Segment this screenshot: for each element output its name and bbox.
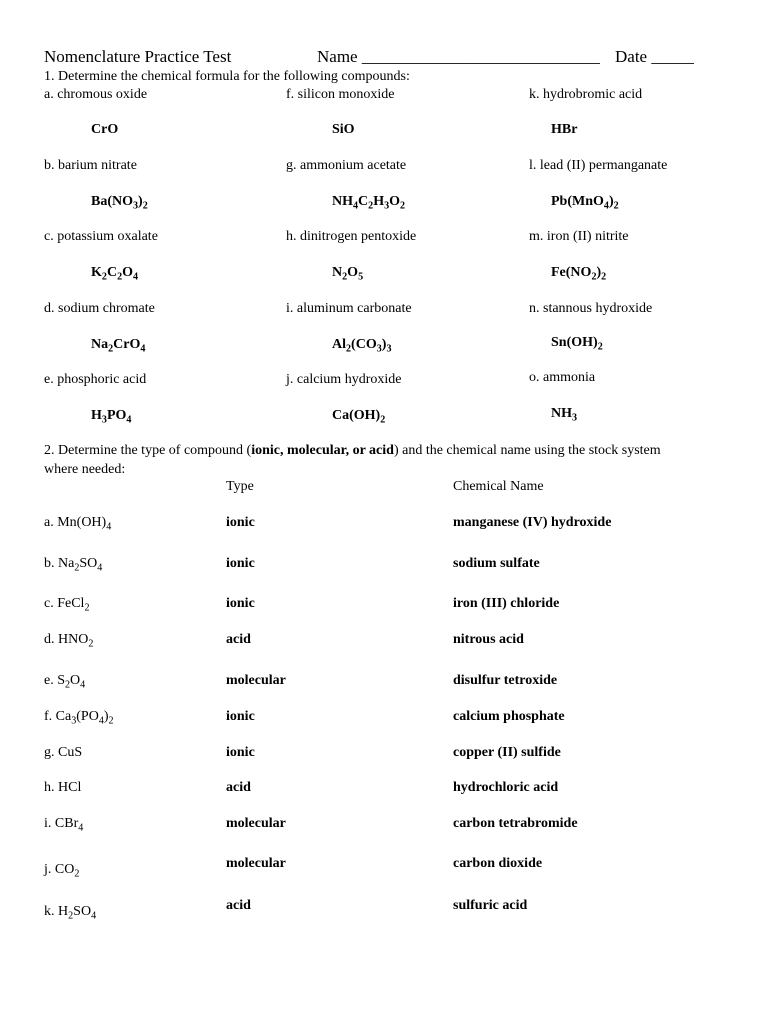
part2-instruction — [44, 443, 661, 459]
p1-item-g-label: g. ammonium acetate — [286, 158, 407, 173]
p2-row-g-name: copper (II) sulfide — [453, 745, 561, 760]
p1-item-i-label: i. aluminum carbonate — [286, 301, 412, 316]
part2-instruction-line2: where needed: — [44, 462, 126, 477]
p2-row-c-name: iron (III) chloride — [453, 596, 560, 611]
p1-item-h-label: h. dinitrogen pentoxide — [286, 229, 417, 244]
p2-row-c-type: ionic — [226, 596, 255, 611]
date-field-label: Date _____ — [615, 47, 694, 66]
page-title: Nomenclature Practice Test — [44, 47, 232, 66]
p2-row-h-label: h. HCl — [44, 780, 82, 795]
p2-row-i-name: carbon tetrabromide — [453, 816, 578, 831]
p1-item-f-label: f. silicon monoxide — [286, 87, 395, 102]
p1-item-a-answer: CrO — [91, 122, 119, 137]
part2-instruction-bold: ionic, molecular, or acid — [251, 443, 394, 458]
p1-item-c-label: c. potassium oxalate — [44, 229, 158, 244]
p2-row-b-type: ionic — [226, 556, 255, 571]
p1-item-d-answer: $Na_2CrO_4$ — [91, 337, 146, 355]
p2-row-i-type: molecular — [226, 816, 286, 831]
p1-item-k-answer: HBr — [551, 122, 578, 137]
p2-row-d-label: d. $HNO_2$ — [44, 632, 94, 650]
p2-row-j-label: j. $CO_2$ — [44, 862, 80, 880]
p1-item-b-answer: $Ba(NO_3)_2$ — [91, 194, 148, 212]
p1-item-a-label: a. chromous oxide — [44, 87, 148, 102]
column-header-type: Type — [226, 479, 254, 494]
p2-row-g-label: g. CuS — [44, 745, 83, 760]
p2-row-h-name: hydrochloric acid — [453, 780, 559, 795]
p2-row-a-name: manganese (IV) hydroxide — [453, 515, 612, 530]
p1-item-c-answer: $K_2C_2O_4$ — [91, 265, 139, 283]
p2-row-f-type: ionic — [226, 709, 255, 724]
p2-row-d-type: acid — [226, 632, 251, 647]
p2-row-c-label: c. FeCl$_2$ — [44, 596, 90, 614]
p2-row-f-label: f. $Ca_3(PO_4)_2$ — [44, 709, 114, 727]
p2-row-b-name: sodium sulfate — [453, 556, 540, 571]
p1-item-f-answer: SiO — [332, 122, 355, 137]
column-header-chemical-name: Chemical Name — [453, 479, 544, 494]
p2-row-g-type: ionic — [226, 745, 255, 760]
part2-instruction-b: ) and the chemical name using the stock system — [393, 443, 661, 458]
p2-row-j-type: molecular — [226, 856, 286, 871]
p1-item-n-answer: $Sn(OH)_2$ — [551, 335, 603, 353]
p1-item-m-answer: $Fe(NO_2)_2$ — [551, 265, 607, 283]
part1-instruction: 1. Determine the chemical formula for the following compounds: — [44, 69, 410, 84]
part2-instruction-a: 2. Determine the type of compound ( — [44, 443, 252, 458]
p1-item-b-label: b. barium nitrate — [44, 158, 137, 173]
p2-row-k-label: k. $H_2SO_4$ — [44, 904, 97, 922]
p1-item-j-label: j. calcium hydroxide — [286, 372, 402, 387]
p2-row-e-name: disulfur tetroxide — [453, 673, 558, 688]
p2-row-a-label: a. $Mn(OH)_4$ — [44, 515, 112, 533]
p2-row-i-label: i. CBr$_4$ — [44, 816, 84, 834]
p1-item-o-answer: $NH_3$ — [551, 406, 578, 424]
p1-item-l-label: l. lead (II) permanganate — [529, 158, 668, 173]
name-field-label: Name ____________________________ — [317, 47, 600, 66]
p1-item-m-label: m. iron (II) nitrite — [529, 229, 629, 244]
p1-item-e-answer: $H_3PO_4$ — [91, 408, 132, 426]
p2-row-e-label: e. $S_2O_4$ — [44, 673, 86, 691]
p1-item-i-answer: $Al_2(CO_3)_3$ — [332, 337, 392, 355]
p1-item-o-label: o. ammonia — [529, 370, 596, 385]
p1-item-l-answer: $Pb(MnO_4)_2$ — [551, 194, 619, 212]
p2-row-a-type: ionic — [226, 515, 255, 530]
p2-row-e-type: molecular — [226, 673, 286, 688]
p2-row-d-name: nitrous acid — [453, 632, 524, 647]
p2-row-k-type: acid — [226, 898, 251, 913]
p1-item-n-label: n. stannous hydroxide — [529, 301, 653, 316]
p1-item-j-answer: $Ca(OH)_2$ — [332, 408, 386, 426]
p2-row-j-name: carbon dioxide — [453, 856, 543, 871]
p1-item-e-label: e. phosphoric acid — [44, 372, 147, 387]
p2-row-f-name: calcium phosphate — [453, 709, 565, 724]
p1-item-d-label: d. sodium chromate — [44, 301, 155, 316]
p1-item-h-answer: $N_2O_5$ — [332, 265, 364, 283]
p2-row-b-label: b. $Na_2SO_4$ — [44, 556, 103, 574]
p2-row-k-name: sulfuric acid — [453, 898, 528, 913]
p1-item-g-answer: $NH_4C_2H_3O_2$ — [332, 194, 406, 212]
p1-item-k-label: k. hydrobromic acid — [529, 87, 643, 102]
p2-row-h-type: acid — [226, 780, 251, 795]
